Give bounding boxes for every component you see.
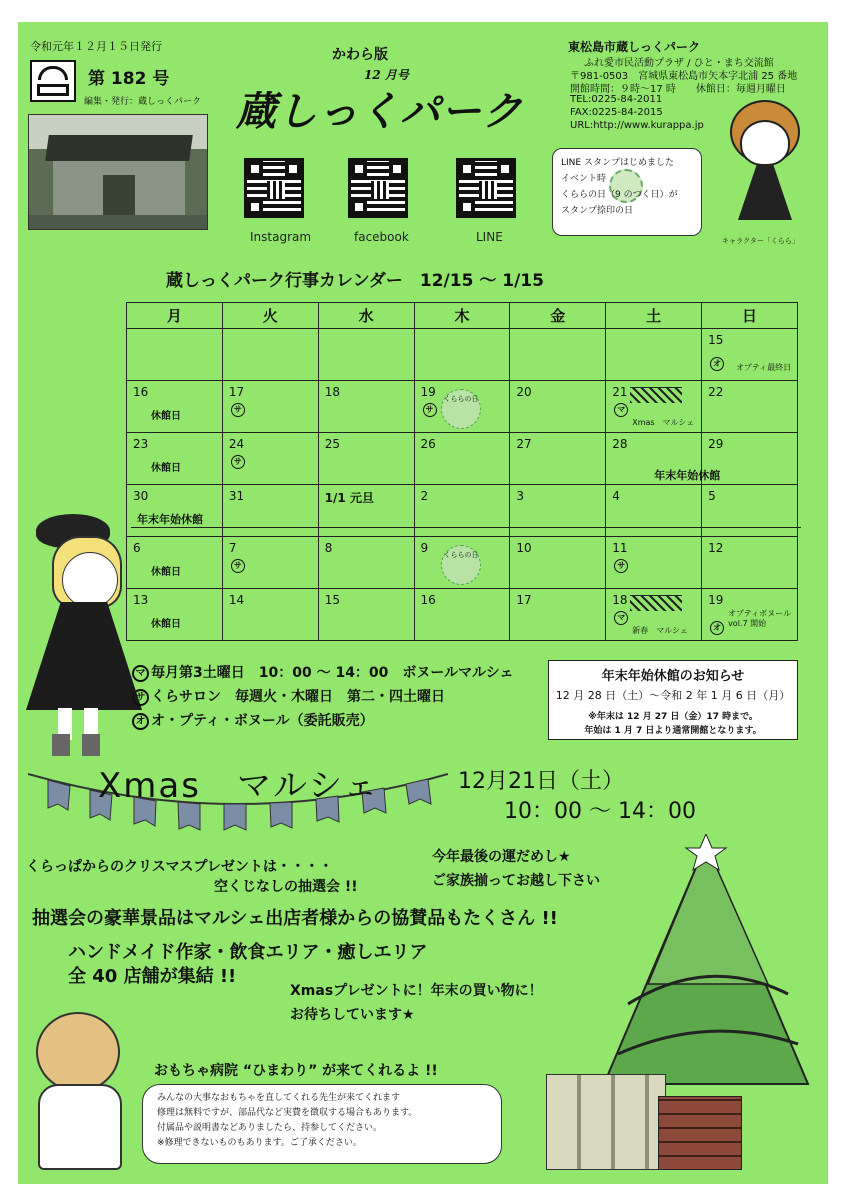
calendar-cell [127,537,223,589]
event-note: 新春 マルシェ [632,626,688,635]
notice-note: ※年末は 12 月 27 日（金）17 時まで。 [588,712,758,722]
marche-mark-icon: マ [614,403,628,417]
day-number: 1/1 元旦 [324,491,374,505]
day-number: 25 [324,437,340,451]
qr-label-line: LINE [476,230,503,244]
legend-text: くらサロン 毎週火・木曜日 第二・四土曜日 [151,689,445,705]
weekday-header: 金 [510,303,606,329]
promo-line: Xmasプレゼントに！年末の買い物に！ [290,983,543,999]
website-url[interactable]: URL:http://www.kurappa.jp [570,120,704,131]
legend-text: オ・プティ・ボヌール（委託販売） [151,713,374,729]
calendar-cell [318,433,414,485]
promo-line: ご家族揃ってお越し下さい [432,873,600,889]
toy-hospital-info [142,1084,502,1164]
qr-label-instagram: Instagram [250,230,312,244]
calendar-cell [510,485,606,537]
day-number: 13 [133,593,149,607]
event-time: 10：00 ～ 14：00 [504,799,696,824]
calendar-cell [222,537,318,589]
o-petit-mark-icon: オ [132,713,149,730]
masthead-title: 蔵しっくパーク [236,88,523,135]
marche-mark-icon: マ [132,665,149,682]
closed-label: 休館日 [151,567,181,578]
event-date: 12月21日（土） [458,769,624,794]
calendar-cell [318,589,414,641]
salon-mark-icon: サ [132,689,149,706]
promo-headline: 抽選会の豪華景品はマルシェ出店者様からの協賛品もたくさん !! [32,908,558,929]
weekday-header: 日 [702,303,798,329]
weekday-header: 火 [222,303,318,329]
notice-note: 年始は 1 月 7 日より通常開館となります。 [584,726,762,736]
calendar-cell [702,381,798,433]
kurara-day-label: くららの日 [443,395,479,403]
bunting-icon [630,595,682,611]
salon-mark-icon: サ [423,403,437,417]
day-number: 16 [420,593,436,607]
day-number: 15 [324,593,340,607]
calendar-cell [414,537,510,589]
calendar-cell [510,433,606,485]
closure-period-label: 年末年始休館 [654,469,721,482]
building-photo [28,114,208,230]
kurara-day-label: くららの日 [443,551,479,559]
park-logo-icon [30,60,76,102]
girl-dress [26,602,142,710]
notice-dates: 12 月 28 日（土）～令和 2 年 1 月 6 日（月） [555,689,791,702]
calendar-title: 蔵しっくパーク行事カレンダー 12/15 ～ 1/15 [166,271,544,291]
month-label: 12 月号 [364,68,409,82]
day-number: 15 [708,333,724,347]
calendar-cell [222,433,318,485]
info-line: ※修理できないものもあります。ご了承ください。 [157,1138,362,1148]
day-number: 17 [228,385,245,399]
bunting-icon [630,387,682,403]
calendar-cell [127,485,223,537]
calendar-cell [318,537,414,589]
facility-subname: ふれ愛市民活動プラザ / ひと・まち交流館 [584,58,774,69]
line-stamp-line: LINE スタンプはじめました [561,158,674,168]
marche-mark-icon: マ [614,611,628,625]
day-number: 17 [516,593,532,607]
phone-number: TEL:0225-84-2011 [570,94,663,105]
salon-mark-icon: サ [231,559,245,573]
calendar-cell [222,589,318,641]
editor-credit: 編集・発行：蔵しっくパーク [84,97,202,107]
brick-planter-icon [658,1096,742,1170]
qr-code-icon[interactable] [348,158,408,218]
day-number: 5 [708,489,716,503]
calendar-cell [318,485,414,537]
gift-boxes-icon [546,1074,666,1170]
calendar-cell [127,433,223,485]
day-number: 19 [708,593,724,607]
calendar-cell [222,381,318,433]
issue-date: 令和元年１２月１５日発行 [30,40,162,53]
event-note: オプティボヌール vol.7 開始 [728,609,792,628]
qr-label-facebook: facebook [354,230,409,244]
fax-number: FAX:0225-84-2015 [570,107,663,118]
day-number: 20 [516,385,532,399]
kurara-day-stamp-icon [441,545,481,585]
weekday-header: 土 [606,303,702,329]
mascot-caption: キャラクター「くらら」 [722,237,799,245]
bear-doctor-icon [36,1012,120,1092]
day-number: 23 [133,437,149,451]
day-number: 7 [228,541,237,555]
promo-line: くらっぱからのクリスマスプレゼントは・・・・ [26,859,333,875]
day-number: 30 [133,489,149,503]
edition-label: かわら版 [332,47,388,63]
calendar-cell [127,329,223,381]
calendar-cell [222,329,318,381]
event-note: Xmas マルシェ [632,418,695,427]
mascot-body [738,164,792,220]
calendar-cell [606,329,702,381]
promo-headline: 全 40 店舗が集結 !! [68,966,237,987]
closed-label: 休館日 [151,411,181,422]
day-number: 29 [708,437,724,451]
calendar-cell [510,537,606,589]
calendar-cell [702,589,798,641]
day-number: 27 [516,437,532,451]
calendar-cell [127,589,223,641]
calendar-cell [702,433,798,485]
calendar-cell [510,381,606,433]
line-stamp-line: スタンプ捺印の日 [561,206,634,216]
opening-hours: 開館時間：９時～17 時 休館日：毎週月曜日 [570,84,786,95]
notice-title: 年末年始休館のお知らせ [601,669,745,684]
o-petit-mark-icon: オ [710,621,724,635]
promo-line: 空くじなしの抽選会 !! [214,879,358,895]
calendar-cell [318,381,414,433]
calendar-cell [414,381,510,433]
line-stamp-line: イベント時 [561,174,607,184]
day-number: 2 [420,489,429,503]
closed-label: 休館日 [151,619,181,630]
calendar-cell [414,329,510,381]
day-number: 28 [612,437,628,451]
legend-o-petit [132,710,374,730]
day-number: 8 [324,541,333,555]
promo-line: お待ちしています★ [290,1007,415,1023]
o-petit-mark-icon: オ [710,357,724,371]
legend-marche [132,662,514,682]
day-number: 12 [708,541,724,555]
day-number: 24 [228,437,245,451]
legend-text: 毎月第3土曜日 10：00 ～ 14：00 ボヌールマルシェ [151,665,514,681]
day-number: 9 [420,541,429,555]
calendar-cell [510,329,606,381]
closure-period-label: 年末年始休館 [137,513,203,526]
day-number: 21 [612,385,628,399]
day-number: 31 [228,489,245,503]
mascot-face [740,120,790,166]
newsletter-page [18,22,828,1184]
issue-number: 第 182 号 [88,69,170,89]
calendar-cell [606,485,702,537]
calendar-cell [606,381,702,433]
info-line: みんなの大事なおもちゃを直してくれる先生が来てくれます [157,1093,401,1103]
calendar-cell [702,329,798,381]
day-number: 10 [516,541,532,555]
salon-mark-icon: サ [231,455,245,469]
kurara-day-stamp-icon [441,389,481,429]
line-stamp-line: くららの日（9 のつく日）が [561,190,678,200]
calendar-cell [510,589,606,641]
day-number: 19 [420,385,436,399]
salon-mark-icon: サ [614,559,628,573]
legend-salon [132,686,445,706]
day-number: 14 [228,593,245,607]
weekday-header: 水 [318,303,414,329]
xmas-marche-title: Xmas マルシェ [98,766,380,806]
calendar-cell [702,485,798,537]
day-number: 11 [612,541,628,555]
calendar-cell [606,589,702,641]
bear-doctor-coat [38,1084,122,1170]
line-stamp-box [552,148,702,236]
day-number: 6 [133,541,141,555]
event-note: オプティ最終日 [736,363,792,372]
day-number: 3 [516,489,525,503]
calendar-cell [414,433,510,485]
calendar-cell [414,485,510,537]
weekday-header: 月 [127,303,223,329]
closure-notice [548,660,798,740]
calendar-cell [127,381,223,433]
day-number: 18 [324,385,340,399]
info-line: 修理は無料ですが、部品代など実費を徴収する場合もあります。 [157,1108,418,1118]
event-calendar [126,302,798,641]
girl-boots [52,734,102,756]
qr-code-icon[interactable] [244,158,304,218]
girl-face [62,552,118,608]
salon-mark-icon: サ [231,403,245,417]
closed-label: 休館日 [151,463,181,474]
day-number: 26 [420,437,436,451]
day-number: 18 [612,593,628,607]
calendar-cell [606,537,702,589]
calendar-cell [222,485,318,537]
calendar-cell [702,537,798,589]
calendar-cell [318,329,414,381]
address: 〒981-0503 宮城県東松島市矢本字北浦 25 番地 [570,71,798,82]
toy-hospital-title: おもちゃ病院 “ひまわり” が来てくれるよ !! [154,1063,438,1079]
day-number: 16 [133,385,149,399]
promo-line: 今年最後の運だめし★ [432,849,571,865]
promo-headline: ハンドメイド作家・飲食エリア・癒しエリア [68,942,428,963]
calendar-cell [414,589,510,641]
day-number: 4 [612,489,620,503]
facility-name: 東松島市蔵しっくパーク [568,40,701,54]
qr-code-icon[interactable] [456,158,516,218]
day-number: 22 [708,385,724,399]
weekday-header: 木 [414,303,510,329]
info-line: 付属品や説明書などありましたら、持参してください。 [157,1123,383,1133]
